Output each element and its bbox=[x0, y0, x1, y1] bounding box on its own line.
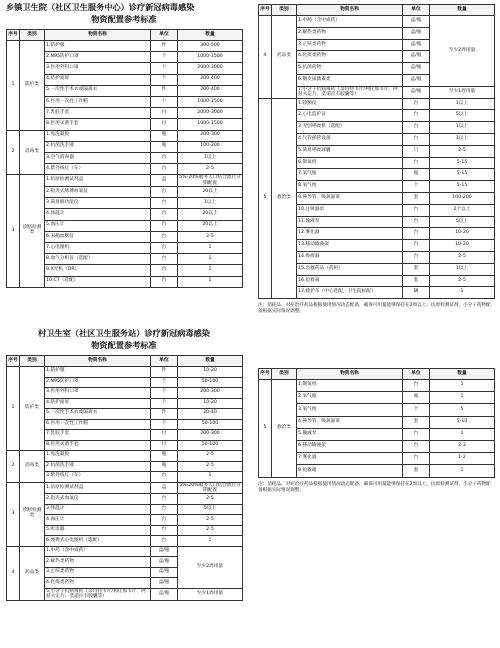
item-quantity: 20以上 bbox=[178, 220, 243, 231]
item-quantity: 1 bbox=[178, 243, 243, 254]
item-name: 2.心电监护仪 bbox=[297, 110, 403, 122]
item-name: 2.解热类药物 bbox=[45, 557, 151, 568]
table-row bbox=[7, 451, 243, 462]
item-unit: 个 bbox=[151, 388, 178, 399]
item-name: 16.抢救箱 bbox=[297, 275, 403, 287]
item-quantity: 1 bbox=[178, 536, 243, 547]
item-name: 8.氧气枕 bbox=[297, 181, 403, 193]
item-unit: 盒/瓶 bbox=[151, 557, 178, 568]
item-name: 5.输液泵 bbox=[297, 428, 403, 440]
item-unit: 台 bbox=[403, 453, 430, 465]
item-quantity: 20以上 bbox=[178, 209, 243, 220]
group-number: 4 bbox=[259, 16, 272, 99]
top-right-panel bbox=[258, 4, 494, 316]
group-number: 2 bbox=[7, 130, 20, 175]
item-name: 4.紫外线灯（车） bbox=[45, 164, 151, 175]
top-right-table bbox=[258, 4, 495, 299]
item-unit: 个 bbox=[151, 398, 178, 409]
item-quantity: 1000-1500 bbox=[178, 52, 243, 63]
group-number: 1 bbox=[7, 41, 20, 131]
item-name: 4.化痰类药物 bbox=[297, 51, 403, 63]
item-name: 1.除颤仪 bbox=[297, 98, 403, 110]
item-unit: 台 bbox=[151, 494, 178, 505]
item-name: 14.吸痰器 bbox=[297, 251, 403, 263]
item-quantity: 1 bbox=[430, 392, 495, 404]
item-quantity: 5 bbox=[430, 404, 495, 416]
item-name: 1.中药（含中成药） bbox=[45, 546, 151, 557]
village-title: 村卫生室（社区卫生服务站）诊疗新冠病毒感染 bbox=[38, 328, 210, 338]
col-header-category: 类别 bbox=[272, 5, 297, 16]
item-quantity: 50-100 bbox=[178, 377, 243, 388]
item-quantity: 1以上 bbox=[430, 98, 495, 110]
item-unit: 盒/瓶 bbox=[403, 74, 430, 86]
table-row bbox=[259, 98, 495, 110]
item-unit: 盒/瓶 bbox=[403, 51, 430, 63]
group-category: 药品类 bbox=[272, 16, 297, 99]
item-quantity: 1以上 bbox=[430, 133, 495, 145]
col-header-item: 物资名称 bbox=[297, 5, 403, 16]
item-name: 3.医用外科口罩 bbox=[45, 388, 151, 399]
item-quantity: 2-5 bbox=[178, 231, 243, 242]
group-category: 防护类 bbox=[20, 367, 45, 451]
item-unit: 辆 bbox=[403, 287, 430, 299]
table-row bbox=[7, 41, 243, 52]
col-header-quantity: 数量 bbox=[430, 369, 495, 380]
item-unit: 付 bbox=[151, 108, 178, 119]
item-quantity: 2-5 bbox=[430, 275, 495, 287]
item-unit: 套 bbox=[403, 275, 430, 287]
item-unit: 台 bbox=[403, 228, 430, 240]
item-name: 6.末梢血糖仪 bbox=[45, 231, 151, 242]
item-name: 2.抗菌洗手液 bbox=[45, 141, 151, 152]
item-name: 3.医用外科口罩 bbox=[45, 63, 151, 74]
item-name: 5.抗菌药物 bbox=[297, 63, 403, 75]
item-unit: 台 bbox=[151, 198, 178, 209]
village-panel bbox=[6, 328, 242, 601]
item-unit: 台 bbox=[403, 440, 430, 452]
item-name: 11.输液泵 bbox=[297, 216, 403, 228]
item-quantity: 至少1周用量 bbox=[430, 86, 495, 98]
item-quantity: 200-300 bbox=[178, 388, 243, 399]
item-name: 1.免洗凝胶 bbox=[45, 451, 151, 462]
item-quantity: 1 bbox=[430, 428, 495, 440]
item-quantity: 100-200 bbox=[430, 192, 495, 204]
item-unit: 件 bbox=[151, 367, 178, 378]
item-unit: 盒/瓶 bbox=[151, 588, 178, 600]
item-quantity: 200-300 bbox=[178, 430, 243, 441]
item-quantity: 5以上 bbox=[430, 110, 495, 122]
township-subtitle: 物资配置参考标准 bbox=[91, 14, 157, 24]
item-quantity: 2-5 bbox=[178, 494, 243, 505]
item-quantity: 5-15 bbox=[430, 169, 495, 181]
item-name: 1.抗原检测试剂盒 bbox=[45, 482, 151, 494]
bottom-right-panel bbox=[258, 368, 494, 494]
township-title: 乡镇卫生院（社区卫生服务中心）诊疗新冠病毒感染 bbox=[6, 2, 195, 12]
table-row bbox=[7, 482, 243, 494]
table-row bbox=[7, 546, 243, 557]
item-quantity: 10-20 bbox=[178, 398, 243, 409]
item-quantity: 5-15 bbox=[430, 181, 495, 193]
col-header-item: 物资名称 bbox=[297, 369, 403, 380]
item-unit: 台 bbox=[403, 122, 430, 134]
item-unit: 瓶 bbox=[151, 451, 178, 462]
item-quantity: 5-15 bbox=[430, 157, 495, 169]
item-unit: 套 bbox=[403, 263, 430, 275]
item-unit: 个 bbox=[403, 404, 430, 416]
item-quantity: 2000-3000 bbox=[178, 108, 243, 119]
item-quantity: 至少2周用量 bbox=[178, 546, 243, 588]
item-name: 4.鼻导管、吸氧面罩 bbox=[297, 416, 403, 428]
item-name: 6.移动输液架 bbox=[297, 440, 403, 452]
item-unit: 套 bbox=[403, 416, 430, 428]
item-name: 6.医用一次性工作帽 bbox=[45, 419, 151, 430]
item-quantity: 1以上 bbox=[430, 263, 495, 275]
col-header-category: 类别 bbox=[20, 356, 45, 367]
item-name: 1.中药（含中成药） bbox=[297, 16, 403, 28]
item-unit: 盒/瓶 bbox=[403, 16, 430, 28]
item-unit: 台 bbox=[151, 254, 178, 265]
item-name: 3.空气消毒器 bbox=[45, 152, 151, 163]
group-category: 防护类 bbox=[20, 41, 45, 131]
item-name: 3.体温计 bbox=[45, 504, 151, 515]
item-quantity: 50-100 bbox=[178, 440, 243, 451]
item-unit: 瓶 bbox=[151, 141, 178, 152]
item-unit: 件 bbox=[151, 409, 178, 420]
item-name: 1.免洗凝胶 bbox=[45, 130, 151, 141]
item-name: 2.N95防护口罩 bbox=[45, 377, 151, 388]
item-unit: 盒 bbox=[151, 482, 178, 494]
item-name: 13.移动输液架 bbox=[297, 240, 403, 252]
item-unit: 瓶 bbox=[403, 169, 430, 181]
item-name: 5.简易呼吸球囊 bbox=[297, 145, 403, 157]
item-unit: 盒/瓶 bbox=[403, 86, 430, 98]
item-name: 4.防护面屏 bbox=[45, 398, 151, 409]
item-name: 15.急救药品（药柜） bbox=[297, 263, 403, 275]
township-table bbox=[6, 29, 243, 288]
item-name: 2.N95防护口罩 bbox=[45, 52, 151, 63]
item-unit: 盒/瓶 bbox=[151, 578, 178, 589]
item-name: 2.抗菌洗手液 bbox=[45, 461, 151, 472]
item-name: 3.氧气枕 bbox=[297, 404, 403, 416]
item-name: 2.解热类药物 bbox=[297, 27, 403, 39]
item-name: 8.血气分析仪（选配） bbox=[45, 254, 151, 265]
item-unit: 付 bbox=[151, 430, 178, 441]
item-name: 2.指夹式脉搏血氧仪 bbox=[45, 187, 151, 198]
group-number: 5 bbox=[259, 98, 272, 299]
col-header-quantity: 数量 bbox=[178, 30, 243, 41]
group-number: 1 bbox=[7, 367, 20, 451]
item-quantity: 1 bbox=[178, 472, 243, 483]
item-quantity: 20以上 bbox=[178, 187, 243, 198]
item-unit: 套 bbox=[403, 465, 430, 477]
table-row bbox=[7, 130, 243, 141]
item-name: 6.制氧机 bbox=[297, 157, 403, 169]
item-quantity: 200-400 bbox=[178, 85, 243, 96]
item-unit: 台 bbox=[151, 187, 178, 198]
group-number: 4 bbox=[7, 546, 20, 600]
group-category: 诊断检测类 bbox=[20, 175, 45, 288]
item-unit: 台 bbox=[151, 525, 178, 536]
col-header-category: 类别 bbox=[272, 369, 297, 380]
item-quantity: 至少1周用量 bbox=[178, 588, 243, 600]
item-unit: 台 bbox=[403, 110, 430, 122]
item-unit: 台 bbox=[403, 216, 430, 228]
item-name: 2.指夹式血氧仪 bbox=[45, 494, 151, 505]
item-unit: 台 bbox=[403, 240, 430, 252]
item-name: 5.一次性手术衣或隔离衣 bbox=[45, 409, 151, 420]
bottom-right-note: 注：消耗品、对症治疗药品根据使用情况动态配备，确保可用量能够保持在2周以上。抗原检测试剂、小分子药物配备根据实际情况调整。 bbox=[258, 481, 491, 493]
item-unit: 台 bbox=[403, 380, 430, 392]
item-name: 10.CT（选配） bbox=[45, 276, 151, 287]
item-unit: 付 bbox=[151, 440, 178, 451]
item-unit: 台 bbox=[403, 428, 430, 440]
item-name: 4.体温计 bbox=[45, 209, 151, 220]
item-unit: 个 bbox=[403, 181, 430, 193]
col-header-unit: 单位 bbox=[151, 30, 178, 41]
item-name: 12.雾化器 bbox=[297, 228, 403, 240]
item-unit: 台 bbox=[151, 472, 178, 483]
item-quantity: 2-5 bbox=[178, 515, 243, 526]
item-unit: 盒/瓶 bbox=[403, 39, 430, 51]
item-quantity: 1以上 bbox=[178, 152, 243, 163]
group-category: 药品类 bbox=[20, 546, 45, 600]
item-name: 1.制氧机 bbox=[297, 380, 403, 392]
item-quantity: 20-40 bbox=[178, 409, 243, 420]
col-header-no: 序号 bbox=[7, 356, 20, 367]
item-unit: 套 bbox=[403, 192, 430, 204]
col-header-no: 序号 bbox=[259, 369, 272, 380]
item-unit: 个 bbox=[151, 419, 178, 430]
item-name: 4.化痰类药物 bbox=[45, 578, 151, 589]
item-name: 5.一次性手术衣或隔离衣 bbox=[45, 85, 151, 96]
item-quantity: 10-20 bbox=[178, 367, 243, 378]
item-unit: 盒/瓶 bbox=[403, 27, 430, 39]
item-unit: 台 bbox=[403, 251, 430, 263]
item-name: 3.紫外线灯（车） bbox=[45, 472, 151, 483]
item-name: 2.氧气瓶 bbox=[297, 392, 403, 404]
item-quantity: 5%-20%服务人口结合流行分期配置 bbox=[179, 175, 241, 186]
col-header-unit: 单位 bbox=[151, 356, 178, 367]
item-name: 5.血压计 bbox=[45, 220, 151, 231]
item-quantity: 50-100 bbox=[178, 419, 243, 430]
item-unit: 瓶 bbox=[151, 130, 178, 141]
item-unit: 台 bbox=[151, 220, 178, 231]
item-name: 4.血压计 bbox=[45, 515, 151, 526]
item-unit: 台 bbox=[151, 536, 178, 547]
item-unit: 台 bbox=[151, 243, 178, 254]
village-subtitle: 物资配置参考标准 bbox=[91, 340, 157, 350]
table-row bbox=[7, 175, 243, 187]
item-quantity: 5%-20%服务人口结合流行分期配置 bbox=[179, 482, 241, 493]
top-right-note: 注：消耗品、对症治疗药品根据使用情况动态配备，确保可用量能够保持在2周以上。抗原检测试剂、小分子药物配备根据实际情况调整。 bbox=[258, 303, 491, 315]
item-quantity: 2-5 bbox=[178, 451, 243, 462]
group-number: 3 bbox=[7, 175, 20, 288]
item-name: 7.心电图机 bbox=[45, 243, 151, 254]
item-quantity: 200-300 bbox=[178, 130, 243, 141]
col-header-no: 序号 bbox=[259, 5, 272, 16]
item-unit: 台 bbox=[151, 265, 178, 276]
item-quantity: 5以上 bbox=[430, 216, 495, 228]
item-quantity: 1-2 bbox=[430, 453, 495, 465]
col-header-no: 序号 bbox=[7, 30, 20, 41]
group-number: 2 bbox=[7, 451, 20, 483]
item-name: 1.防护服 bbox=[45, 367, 151, 378]
item-quantity: 100-200 bbox=[178, 141, 243, 152]
item-quantity: 2-3 bbox=[430, 440, 495, 452]
item-unit: 台 bbox=[151, 209, 178, 220]
item-unit: 件 bbox=[151, 41, 178, 52]
item-unit: 个 bbox=[151, 63, 178, 74]
group-number: 5 bbox=[259, 380, 272, 478]
item-quantity: 1 bbox=[430, 465, 495, 477]
item-unit: 台 bbox=[151, 276, 178, 287]
item-unit: 个 bbox=[151, 96, 178, 107]
village-table bbox=[6, 355, 243, 601]
item-name: 3.简易肺功能仪 bbox=[45, 198, 151, 209]
item-name: 17.救护车（中心选配，卫生院标配） bbox=[297, 287, 403, 299]
item-name: 8.抢救箱 bbox=[297, 465, 403, 477]
group-category: 诊断检测类 bbox=[20, 482, 45, 546]
group-number: 3 bbox=[7, 482, 20, 546]
item-name: 9.X光机（DR） bbox=[45, 265, 151, 276]
item-quantity: 300-500 bbox=[178, 41, 243, 52]
item-name: 6.医用一次性工作帽 bbox=[45, 96, 151, 107]
item-unit: 付 bbox=[151, 119, 178, 130]
table-row bbox=[259, 380, 495, 392]
col-header-category: 类别 bbox=[20, 30, 45, 41]
item-unit: 台 bbox=[151, 164, 178, 175]
group-category: 消毒类 bbox=[20, 130, 45, 175]
item-quantity: 2000-3000 bbox=[178, 63, 243, 74]
item-name: 7.氧气瓶 bbox=[297, 169, 403, 181]
item-name: 1.防护服 bbox=[45, 41, 151, 52]
item-unit: 个 bbox=[151, 52, 178, 63]
item-name: 7.乳胶手套 bbox=[45, 108, 151, 119]
item-name: 9.鼻导管、吸氧面罩 bbox=[297, 192, 403, 204]
item-unit: 盒/瓶 bbox=[151, 567, 178, 578]
item-quantity: 2-5 bbox=[430, 145, 495, 157]
item-quantity: 1 bbox=[430, 287, 495, 299]
item-unit: 瓶 bbox=[403, 392, 430, 404]
group-category: 消毒类 bbox=[20, 451, 45, 483]
item-name: 4.气管插管设备 bbox=[297, 133, 403, 145]
item-quantity: 2-5 bbox=[178, 461, 243, 472]
item-quantity: 10-20 bbox=[430, 228, 495, 240]
item-quantity: 1以上 bbox=[430, 122, 495, 134]
item-quantity: 1 bbox=[178, 265, 243, 276]
item-quantity: 200-400 bbox=[178, 74, 243, 85]
item-quantity: 1 bbox=[178, 254, 243, 265]
item-quantity: 5-10 bbox=[430, 416, 495, 428]
col-header-unit: 单位 bbox=[403, 369, 430, 380]
col-header-item: 物资名称 bbox=[45, 356, 151, 367]
item-name: 6.糖皮质激素类 bbox=[297, 74, 403, 86]
item-quantity: 1 bbox=[178, 276, 243, 287]
item-name: 1.抗原检测试剂盒 bbox=[45, 175, 151, 187]
item-unit: 盒/瓶 bbox=[403, 63, 430, 75]
bottom-right-table bbox=[258, 368, 495, 478]
item-name: 7.小分子抗病毒药（奈玛特韦片/利托那韦片、阿兹夫定片、莫诺拉韦胶囊等） bbox=[297, 86, 403, 98]
item-quantity: 2-5 bbox=[430, 251, 495, 263]
item-unit: 台 bbox=[403, 204, 430, 216]
item-name: 8.医用灭菌手套 bbox=[45, 119, 151, 130]
item-quantity: 至少2周用量 bbox=[430, 16, 495, 87]
item-name: 4.防护面屏 bbox=[45, 74, 151, 85]
item-unit: 瓶 bbox=[151, 461, 178, 472]
item-unit: 台 bbox=[403, 133, 430, 145]
group-category: 救治类 bbox=[272, 380, 297, 478]
item-name: 7.乳胶手套 bbox=[45, 430, 151, 441]
item-name: 5.小分子抗病毒药（奈玛特韦片/利托那韦片、阿兹夫定片、莫诺拉韦胶囊等） bbox=[45, 588, 151, 600]
item-unit: 台 bbox=[403, 98, 430, 110]
item-name: 3.无创呼吸机（选配） bbox=[297, 122, 403, 134]
item-unit: 件 bbox=[151, 85, 178, 96]
item-unit: 只 bbox=[403, 145, 430, 157]
item-name: 6.便携式心电图机（选配） bbox=[45, 536, 151, 547]
item-quantity: 1000-1500 bbox=[178, 96, 243, 107]
item-unit: 个 bbox=[151, 377, 178, 388]
item-name: 10.注射器泵 bbox=[297, 204, 403, 216]
col-header-unit: 单位 bbox=[403, 5, 430, 16]
item-name: 5.听诊器 bbox=[45, 525, 151, 536]
item-unit: 台 bbox=[151, 231, 178, 242]
item-unit: 盒/瓶 bbox=[151, 546, 178, 557]
item-quantity: 5以上 bbox=[178, 504, 243, 515]
item-quantity: 2个以上 bbox=[430, 204, 495, 216]
col-header-item: 物资名称 bbox=[45, 30, 151, 41]
item-quantity: 1000-1500 bbox=[178, 119, 243, 130]
item-unit: 个 bbox=[151, 74, 178, 85]
item-name: 8.医用灭菌手套 bbox=[45, 440, 151, 451]
item-name: 3.止咳类药物 bbox=[297, 39, 403, 51]
item-quantity: 1以上 bbox=[178, 198, 243, 209]
item-unit: 盒 bbox=[151, 175, 178, 187]
item-quantity: 2-5 bbox=[178, 164, 243, 175]
item-unit: 台 bbox=[151, 152, 178, 163]
township-panel bbox=[6, 2, 242, 288]
item-name: 7.雾化器 bbox=[297, 453, 403, 465]
item-name: 3.止咳类药物 bbox=[45, 567, 151, 578]
col-header-quantity: 数量 bbox=[178, 356, 243, 367]
item-unit: 台 bbox=[151, 504, 178, 515]
item-quantity: 10-20 bbox=[430, 240, 495, 252]
item-unit: 台 bbox=[151, 515, 178, 526]
item-quantity: 1 bbox=[430, 380, 495, 392]
group-category: 救治类 bbox=[272, 98, 297, 299]
table-row bbox=[259, 16, 495, 28]
item-quantity: 2-5 bbox=[178, 525, 243, 536]
item-unit: 台 bbox=[403, 157, 430, 169]
col-header-quantity: 数量 bbox=[430, 5, 495, 16]
table-row bbox=[7, 367, 243, 378]
